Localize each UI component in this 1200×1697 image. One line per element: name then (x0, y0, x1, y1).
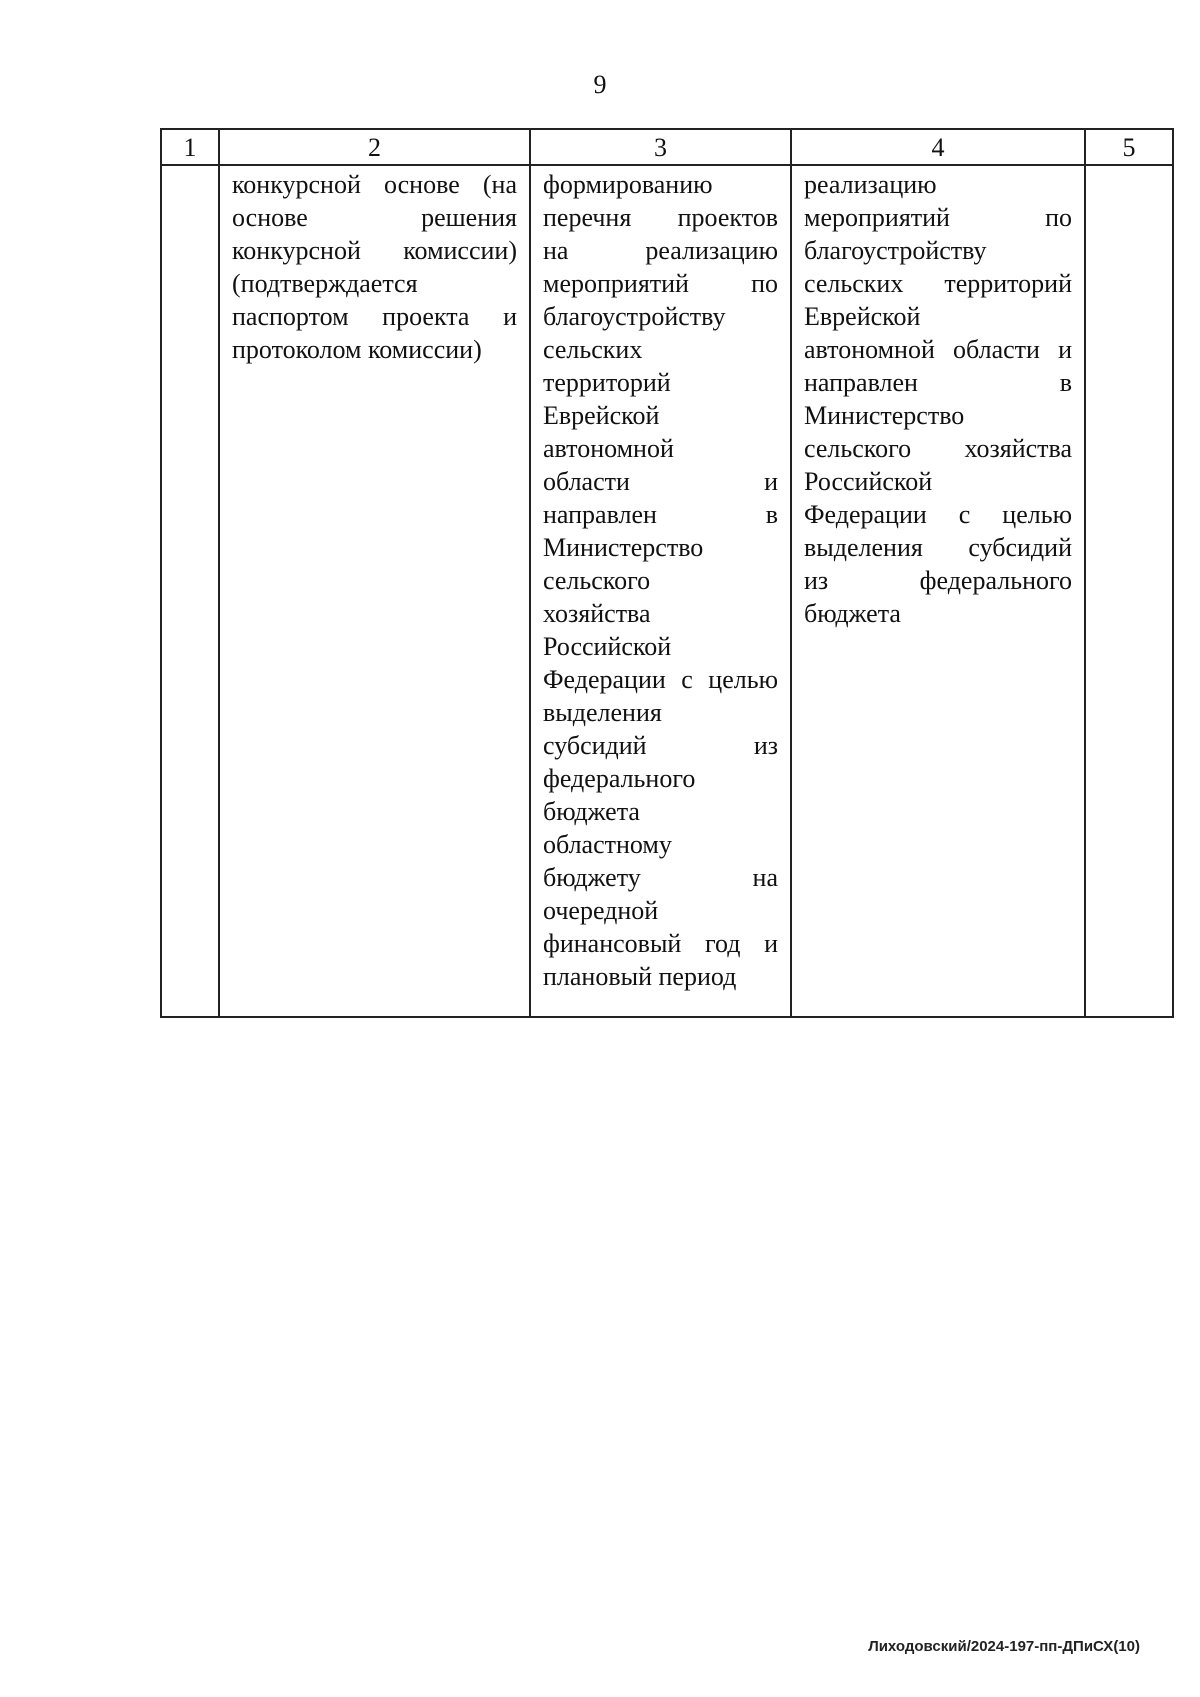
cell-text-line: Министерство (804, 401, 965, 430)
cell-text-line: сельского хозяйства (804, 434, 1072, 463)
cell-text-line: бюджета (543, 797, 640, 826)
cell-text-line: на реализацию (543, 236, 778, 265)
cell-text-line: перечня проектов (543, 203, 778, 232)
cell-col-2 (219, 165, 530, 1017)
document-table (160, 128, 1174, 1018)
cell-text-line: из федерального (804, 566, 1072, 595)
cell-text-line: основе решения (232, 203, 517, 232)
cell-col-5 (1085, 165, 1173, 1017)
cell-col-4 (791, 165, 1085, 1017)
cell-col-1 (161, 165, 219, 1017)
cell-text-line: благоустройству (804, 236, 987, 265)
cell-text-line: направлен в (543, 500, 778, 529)
table-header-row (161, 129, 1173, 165)
cell-text-line: бюджета (804, 599, 901, 628)
cell-col-3 (530, 165, 791, 1017)
cell-text-line: конкурсной комиссии) (232, 236, 517, 265)
cell-text-line: автономной (543, 434, 674, 463)
cell-text-line: территорий (543, 368, 671, 397)
cell-text-line: формированию (543, 170, 713, 199)
column-header-4: 4 (791, 129, 1085, 165)
cell-text-line: Федерации с целью (804, 500, 1072, 529)
cell-text-line: мероприятий по (804, 203, 1072, 232)
cell-text-line: благоустройству (543, 302, 726, 331)
cell-text-line: бюджету на (543, 863, 778, 892)
cell-text-line: хозяйства (543, 599, 651, 628)
cell-text-line: Еврейской (804, 302, 921, 331)
cell-text-line: автономной области и (804, 335, 1072, 364)
cell-text-line: конкурсной основе (на (232, 170, 517, 199)
cell-text-line: Российской (543, 632, 672, 661)
cell-text-line: мероприятий по (543, 269, 778, 298)
cell-text-line: реализацию (804, 170, 937, 199)
cell-text-line: направлен в (804, 368, 1072, 397)
cell-text-line: (подтверждается (232, 269, 418, 298)
column-header-3: 3 (530, 129, 791, 165)
cell-text-line: выделения (543, 698, 662, 727)
cell-text-line: областному (543, 830, 672, 859)
cell-text-line: Еврейской (543, 401, 660, 430)
column-header-2: 2 (219, 129, 530, 165)
cell-text-line: финансовый год и (543, 929, 778, 958)
cell-text-line: плановый период (543, 962, 737, 991)
cell-text-line: выделения субсидий (804, 533, 1072, 562)
page-number: 9 (593, 70, 607, 99)
cell-text-line: сельских (543, 335, 643, 364)
cell-text-line: Министерство (543, 533, 704, 562)
cell-text-line: Федерации с целью (543, 665, 778, 694)
document-footer-id: Лиходовский/2024-197-пп-ДПиСХ(10) (868, 1638, 1140, 1655)
cell-text-line: паспортом проекта и (232, 302, 517, 331)
cell-text-line: субсидий из (543, 731, 778, 760)
cell-text-line: протоколом комиссии) (232, 335, 482, 364)
cell-text-line: сельских территорий (804, 269, 1072, 298)
table-row (161, 165, 1173, 1017)
cell-text-line: очередной (543, 896, 659, 925)
cell-text-line: Российской (804, 467, 933, 496)
column-header-5: 5 (1085, 129, 1173, 165)
cell-text-line: федерального (543, 764, 696, 793)
column-header-1: 1 (161, 129, 219, 165)
cell-text-line: области и (543, 467, 778, 496)
cell-text-line: сельского (543, 566, 651, 595)
